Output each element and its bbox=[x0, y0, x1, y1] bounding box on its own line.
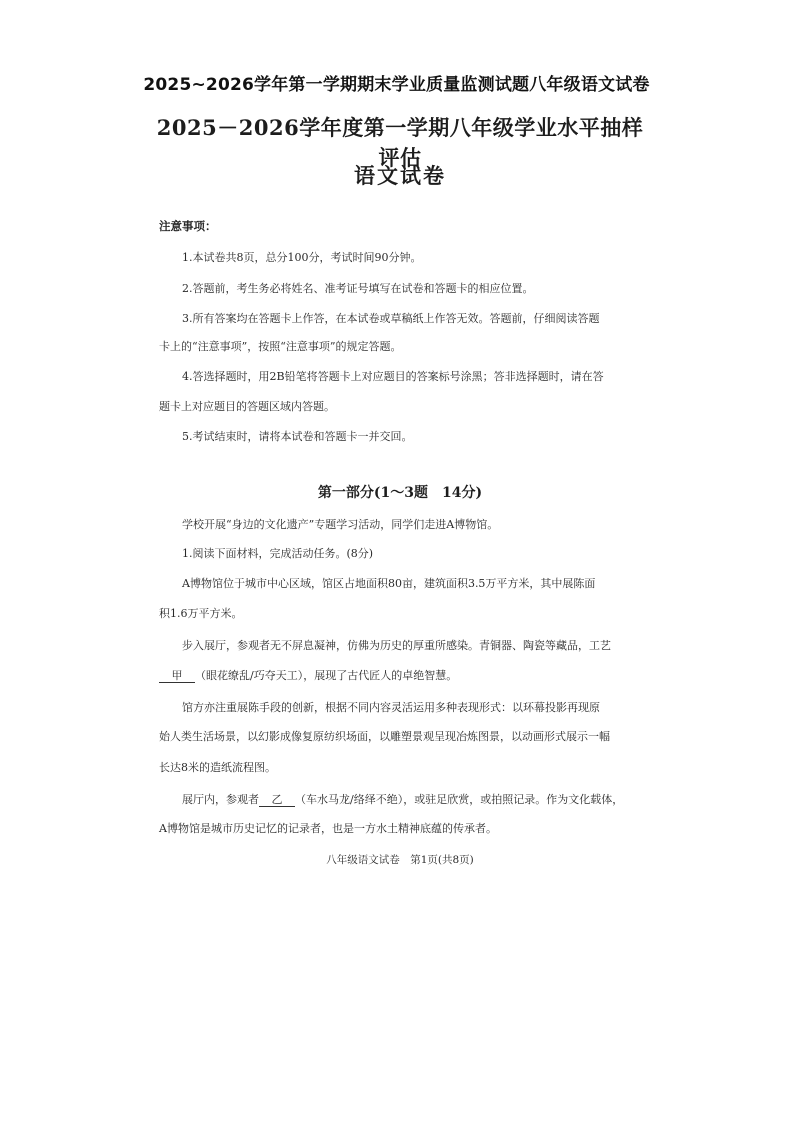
fill-blank-jia: 甲 bbox=[159, 670, 195, 683]
material-paragraph-3: 馆方亦注重展陈手段的创新，根据不同内容灵活运用多种表现形式：以环幕投影再现原 bbox=[182, 701, 600, 714]
page-footer: 八年级语文试卷 第1页(共8页) bbox=[326, 854, 474, 866]
exam-subtitle: 语文试卷 bbox=[354, 163, 446, 188]
material-paragraph-1-cont: 积1.6万平方米。 bbox=[159, 607, 243, 620]
page-header-title: 2025~2026学年第一学期期末学业质量监测试题八年级语文试卷 bbox=[143, 75, 650, 95]
material-paragraph-1: A博物馆位于城市中心区域，馆区占地面积80亩，建筑面积3.5万平方米，其中展陈面 bbox=[182, 577, 596, 590]
material-paragraph-4-cont: A博物馆是城市历史记忆的记录者，也是一方水土精神底蕴的传承者。 bbox=[159, 822, 497, 835]
blank-options-yi: （车水马龙/络绎不绝），或驻足欣赏，或拍照记录。作为文化载体， bbox=[295, 793, 624, 806]
scanned-exam-page bbox=[150, 108, 650, 878]
paragraph-4-lead: 展厅内，参观者 bbox=[182, 793, 259, 806]
notice-item: 4.答选择题时，用2B铅笔将答题卡上对应题目的答案标号涂黑；答非选择题时，请在答 bbox=[182, 370, 604, 383]
material-paragraph-3-cont: 长达8米的造纸流程图。 bbox=[159, 761, 276, 774]
blank-options-jia: （眼花缭乱/巧夺天工） bbox=[195, 669, 304, 682]
notice-item: 1.本试卷共8页，总分100分，考试时间90分钟。 bbox=[182, 251, 422, 264]
material-paragraph-2-cont bbox=[159, 667, 637, 683]
material-paragraph-3-cont: 始人类生活场景，以幻影成像复原纺织场面，以雕塑景观呈现冶炼图景，以动画形式展示一幅 bbox=[159, 730, 610, 743]
section-heading: 第一部分(1～3题 14分) bbox=[317, 485, 483, 501]
notice-item-continuation: 题卡上对应题目的答题区域内答题。 bbox=[159, 400, 335, 413]
material-paragraph-4 bbox=[182, 791, 637, 807]
paragraph-2-tail: ，展现了古代匠人的卓绝智慧。 bbox=[303, 669, 458, 682]
fill-blank-yi: 乙 bbox=[259, 794, 295, 807]
material-paragraph-2: 步入展厅，参观者无不屏息凝神，仿佛为历史的厚重所感染。青铜器、陶瓷等藏品，工艺 bbox=[182, 639, 611, 652]
notice-heading: 注意事项： bbox=[159, 219, 217, 233]
notice-item: 2.答题前，考生务必将姓名、准考证号填写在试卷和答题卡的相应位置。 bbox=[182, 282, 534, 295]
exam-title: 2025－2026学年度第一学期八年级学业水平抽样评估 bbox=[156, 115, 644, 170]
question-1-prompt: 1.阅读下面材料，完成活动任务。(8分) bbox=[182, 547, 374, 560]
notice-item: 3.所有答案均在答题卡上作答，在本试卷或草稿纸上作答无效。答题前，仔细阅读答题 bbox=[182, 312, 600, 325]
notice-item-continuation: 卡上的“注意事项”，按照“注意事项”的规定答题。 bbox=[159, 340, 402, 353]
section-intro: 学校开展“身边的文化遗产”专题学习活动，同学们走进A博物馆。 bbox=[182, 518, 499, 531]
notice-item: 5.考试结束时，请将本试卷和答题卡一并交回。 bbox=[182, 430, 413, 443]
